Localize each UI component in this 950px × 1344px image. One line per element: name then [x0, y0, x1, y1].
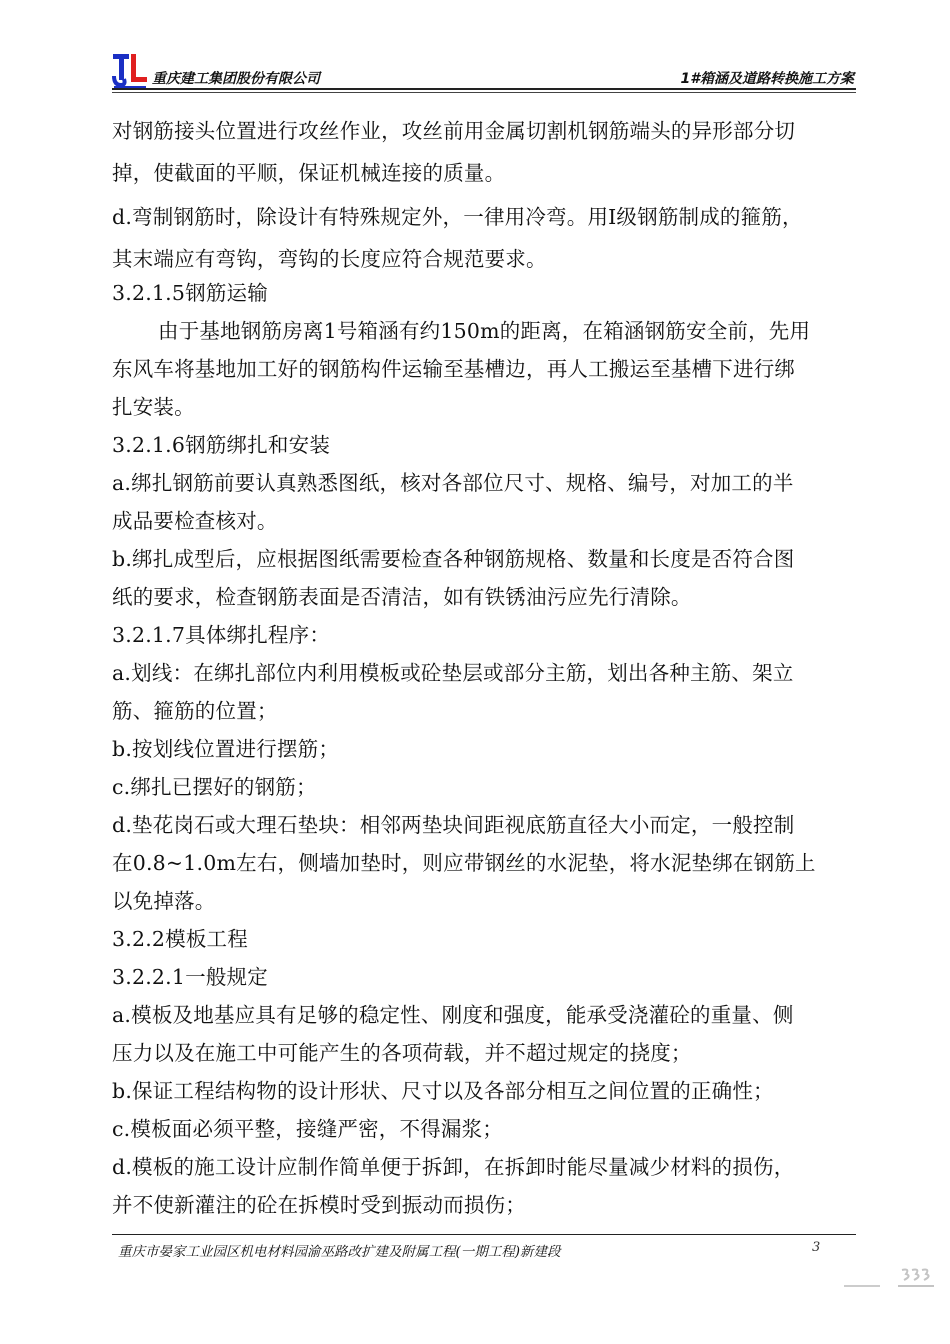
- text-line: 纸的要求，检查钢筋表面是否清洁，如有铁锈油污应先行清除。: [112, 585, 692, 609]
- text-line: d.弯制钢筋时，除设计有特殊规定外，一律用冷弯。用Ⅰ级钢筋制成的箍筋，: [112, 205, 803, 229]
- text-line: 以免掉落。: [112, 889, 216, 913]
- text-line: 对钢筋接头位置进行攻丝作业，攻丝前用金属切割机钢筋端头的异形部分切: [112, 119, 796, 143]
- header-divider-thin: [112, 92, 856, 93]
- text-line: 扎安装。: [112, 395, 195, 419]
- text-line: c.模板面必须平整，接缝严密，不得漏浆；: [112, 1117, 503, 1141]
- text-line: c.绑扎已摆好的钢筋；: [112, 775, 317, 799]
- text-line: a.划线：在绑扎部位内利用模板或砼垫层或部分主筋，划出各种主筋、架立: [112, 661, 794, 685]
- footer-project-name: 重庆市晏家工业园区机电材料园渝巫路改扩建及附属工程(一期工程)新建段: [118, 1244, 561, 1260]
- text-line: a.模板及地基应具有足够的稳定性、刚度和强度，能承受浇灌砼的重量、侧: [112, 1003, 794, 1027]
- text-line: d.垫花岗石或大理石垫块：相邻两垫块间距视底筋直径大小而定，一般控制: [112, 813, 795, 837]
- text-line: 由于基地钢筋房离1号箱涵有约150m的距离，在箱涵钢筋安全前，先用: [158, 319, 811, 343]
- text-line: b.保证工程结构物的设计形状、尺寸以及各部分相互之间位置的正确性；: [112, 1079, 774, 1103]
- page-header: [112, 50, 856, 92]
- text-line: b.按划线位置进行摆筋；: [112, 737, 340, 761]
- section-heading: 3.2.1.6钢筋绑扎和安装: [112, 433, 331, 457]
- corner-mark-icon: [840, 1262, 936, 1302]
- footer-divider: [112, 1234, 856, 1235]
- section-heading: 3.2.2模板工程: [112, 927, 248, 951]
- text-line: 掉，使截面的平顺，保证机械连接的质量。: [112, 161, 506, 185]
- text-line: 在0.8~1.0m左右，侧墙加垫时，则应带钢丝的水泥垫，将水泥垫绑在钢筋上: [112, 851, 816, 875]
- text-line: b.绑扎成型后，应根据图纸需要检查各种钢筋规格、数量和长度是否符合图: [112, 547, 795, 571]
- text-line: d.模板的施工设计应制作简单便于拆卸，在拆卸时能尽量减少材料的损伤，: [112, 1155, 795, 1179]
- text-line: 并不使新灌注的砼在拆模时受到振动而损伤；: [112, 1193, 526, 1217]
- text-line: 成品要检查核对。: [112, 509, 278, 533]
- text-line: 东风车将基地加工好的钢筋构件运输至基槽边，再人工搬运至基槽下进行绑: [112, 357, 796, 381]
- section-heading: 3.2.1.5钢筋运输: [112, 281, 268, 305]
- text-line: 其末端应有弯钩，弯钩的长度应符合规范要求。: [112, 247, 547, 271]
- company-logo: [112, 52, 148, 90]
- header-divider: [112, 88, 856, 90]
- company-name: 重庆建工集团股份有限公司: [152, 71, 320, 87]
- section-heading: 3.2.2.1一般规定: [112, 965, 268, 989]
- text-line: a.绑扎钢筋前要认真熟悉图纸，核对各部位尺寸、规格、编号，对加工的半: [112, 471, 794, 495]
- page-number: 3: [812, 1240, 821, 1255]
- section-heading: 3.2.1.7具体绑扎程序：: [112, 623, 331, 647]
- text-line: 筋、箍筋的位置；: [112, 699, 278, 723]
- document-title: 1#箱涵及道路转换施工方案: [680, 71, 854, 87]
- text-line: 压力以及在施工中可能产生的各项荷载，并不超过规定的挠度；: [112, 1041, 692, 1065]
